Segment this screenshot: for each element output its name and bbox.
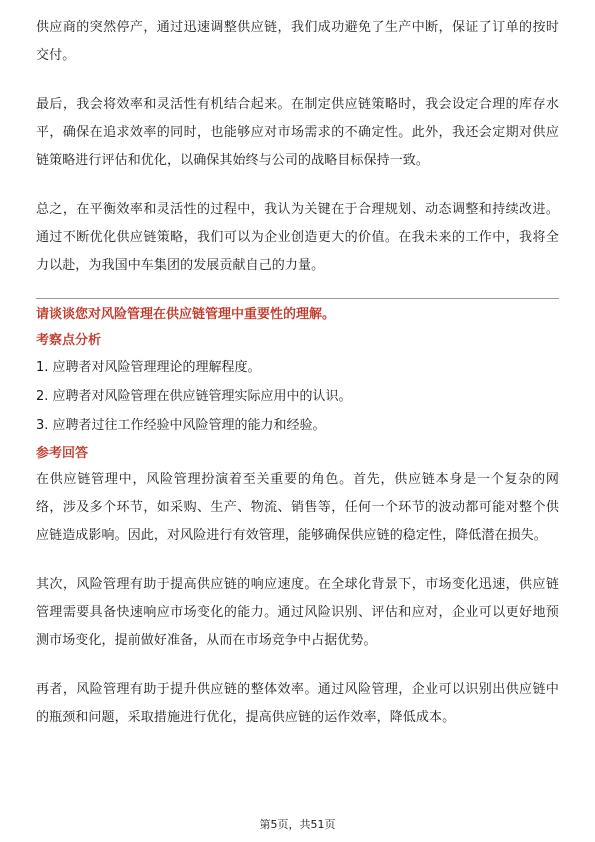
section-divider (36, 298, 559, 299)
intro-paragraph-2: 最后，我会将效率和灵活性有机结合起来。在制定供应链策略时，我会设定合理的库存水平，确保在追求效率的同时，也能够应对市场需求的不确定性。此外，我还会定期对供应链策略进行评估和优化，以确保其始终与公司的战略目标保持一致。 (36, 97, 559, 168)
page-content (36, 14, 559, 753)
analysis-item-3: 3. 应聘者过往工作经验中风险管理的能力和经验。 (36, 418, 326, 433)
answer-heading: 参考回答 (36, 446, 89, 461)
page-number-footer: 第5页，共51页 (259, 818, 336, 831)
analysis-item-2: 2. 应聘者对风险管理在供应链管理实际应用中的认识。 (36, 389, 352, 404)
analysis-item-1: 1. 应聘者对风险管理理论的理解程度。 (36, 360, 261, 375)
analysis-heading: 考察点分析 (36, 333, 102, 348)
intro-paragraph-3: 总之，在平衡效率和灵活性的过程中，我认为关键在于合理规划、动态调整和持续改进。通过不断优化供应链策略，我们可以为企业创造更大的价值。在我未来的工作中，我将全力以赴，为我国中车集团的发展贡献自己的力量。 (36, 202, 559, 273)
intro-paragraph-1: 供应商的突然停产，通过迅速调整供应链，我们成功避免了生产中断，保证了订单的按时交付。 (36, 20, 559, 63)
answer-paragraph-2: 其次，风险管理有助于提高供应链的响应速度。在全球化背景下，市场变化迅速，供应链管理需要具备快速响应市场变化的能力。通过风险识别、评估和应对，企业可以更好地预测市场变化，提前做好准备，从而在市场竞争中占据优势。 (36, 577, 559, 648)
answer-paragraph-1: 在供应链管理中，风险管理扮演着至关重要的角色。首先，供应链本身是一个复杂的网络，涉及多个环节，如采购、生产、物流、销售等，任何一个环节的波动都可能对整个供应链造成影响。因此，对风险进行有效管理，能够确保供应链的稳定性，降低潜在损失。 (36, 472, 559, 543)
answer-paragraph-3: 再者，风险管理有助于提升供应链的整体效率。通过风险管理，企业可以识别出供应链中的瓶颈和问题，采取措施进行优化，提高供应链的运作效率，降低成本。 (36, 682, 559, 725)
question-title: 请谈谈您对风险管理在供应链管理中重要性的理解。 (36, 307, 336, 322)
